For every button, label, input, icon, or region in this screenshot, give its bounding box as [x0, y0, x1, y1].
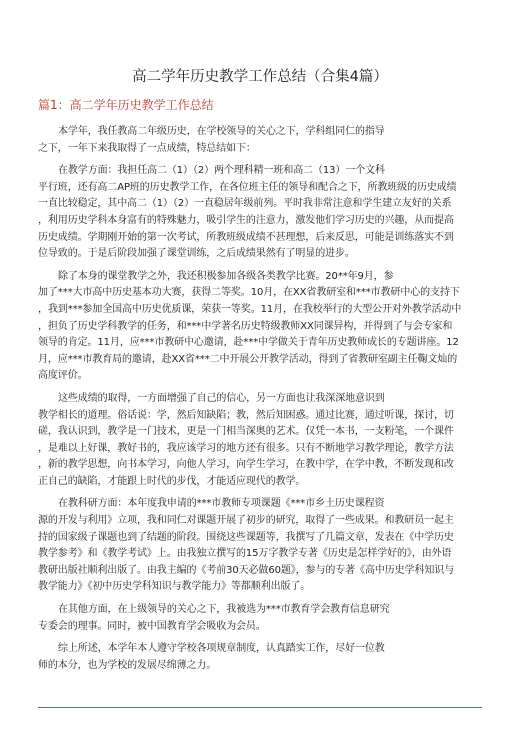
paragraph-line: 平行班，还有高二AP班的历史教学工作，在各位班主任的领导和配合之下，所教班级的历史成绩 [38, 181, 457, 193]
paragraph-line: ，是难以上好课，教好书的，我应该学习的地方还有很多。只有不断地学习教学理论，教学方法 [38, 442, 454, 454]
section-title: 篇1：高二学年历史教学工作总结 [38, 98, 214, 112]
paragraph-line: ，利用历史学科本身富有的特殊魅力，吸引学生的注意力，激发他们学习历史的兴趣，从而提高 [38, 214, 454, 226]
paragraph-line: 正自己的缺陷，才能跟上时代的步伐，才能适应现代的教学。 [38, 475, 306, 487]
paragraph-line: 教学能力》《初中历史学科知识与教学能力》等都顺利出版了。 [38, 581, 311, 593]
paragraph-line: 在教学方面：我担任高二（1）（2）两个理科精一班和高二（13）一个文科 [58, 165, 385, 177]
bottom-divider [38, 707, 482, 708]
paragraph [38, 641, 482, 674]
paragraph [38, 269, 482, 385]
paragraph-line: ，新的教学思想，向书本学习，向他人学习，向学生学习，在教中学，在学中教，不断发现和改 [38, 459, 454, 471]
paragraph [38, 602, 482, 635]
paragraph-line: ，我到***参加全国高中历史优质课，荣获一等奖。11月，在我校举行的大型公开对外教学活动中 [38, 303, 462, 315]
paragraph-line: ，担负了历史学科教学的任务，和***中学著名历史特级教师XX同课异构，并得到了与会专家和 [38, 320, 453, 332]
paragraph-line: 这些成绩的取得，一方面增强了自己的信心，另一方面也让我深深地意识到 [58, 392, 385, 404]
paragraph-line: 教学相长的道理。俗话说：学，然后知缺陷；教，然后知困惑。通过比赛，通过听课，探讨，切 [38, 409, 454, 421]
paragraph-line: 一直比较稳定，其中高二（1）（2）一直稳居年级前列。平时我非常注意和学生建立友好的关系 [38, 198, 452, 210]
paragraph-line: 领导的肯定。11月，应***市教研中心邀请，赴***中学做关于青年历史教师成长的专题讲座。12 [38, 337, 459, 349]
paragraph-line: 位导致的。于是后阶段加强了课堂训练，之后成绩果然有了明显的进步。 [38, 248, 355, 260]
paragraph-line: 历史成绩。学期刚开始的第一次考试，所教班级成绩不甚理想，后来反思，可能是训练落实不到 [38, 231, 454, 243]
document-title: 高二学年历史教学工作总结（合集4篇） [132, 69, 388, 85]
paragraph-line: 本学年，我任教高二年级历史，在学校领导的关心之下，学科组同仁的指导 [58, 126, 385, 137]
paragraph-line: 月，应***市教育局的邀请，赴XX省***二中开展公开教学活动，得到了省教研室副主任鞠文灿的 [38, 353, 458, 365]
paragraph [38, 124, 482, 157]
paragraph-line: 磋，我认识到，教学是一门技术，更是一门相当深奥的艺术。仅凭一本书，一支粉笔，一个课件 [38, 426, 454, 438]
document-body [38, 124, 482, 674]
paragraph-line: 之下，一年下来我取得了一点成绩，特总结如下： [38, 142, 256, 154]
paragraph-line: 源的开发与利用》立项，我和同仁对课题开展了初步的研究，取得了一些成果。和教研员一起主 [38, 515, 454, 527]
paragraph-line: 加了***大市高中历史基本功大赛，获得二等奖。10月，在XX省教研室和***市教研中心的支持下 [38, 287, 460, 299]
paragraph-line: 在教科研方面：本年度我申请的***市教师专项课题《***市乡土历史课程资 [58, 498, 385, 510]
paragraph [38, 391, 482, 491]
paragraph-line: 教研出版社顺利出版了。由我主编的《考前30天必做60题》，参与的专著《高中历史学科知识与 [38, 564, 455, 576]
paragraph-line: 专委会的理事。同时，被中国教育学会吸收为会员。 [38, 620, 266, 632]
paragraph-line: 在其他方面，在上级领导的关心之下，我被选为***市教育学会教育信息研究 [58, 604, 390, 616]
paragraph [38, 163, 482, 263]
paragraph-line: 综上所述，本学年本人遵守学校各项规章制度，认真踏实工作，尽好一位教 [58, 643, 385, 655]
paragraph-line: 高度评价。 [38, 370, 88, 382]
paragraph [38, 496, 482, 596]
paragraph-line: 持的国家级子课题也到了结题的阶段。围绕这些课题等，我撰写了几篇文章，发表在《中学历史 [38, 531, 454, 543]
paragraph-line: 除了本身的课堂教学之外，我还积极参加各级各类教学比赛。20**年9月，参 [58, 270, 394, 282]
paragraph-line: 教学参考》和《教学考试》上。由我独立撰写的15万字教学专著《历史是怎样学好的》，由外语 [38, 548, 452, 560]
paragraph-line: 师的本分，也为学校的发展尽绵薄之力。 [38, 659, 217, 671]
